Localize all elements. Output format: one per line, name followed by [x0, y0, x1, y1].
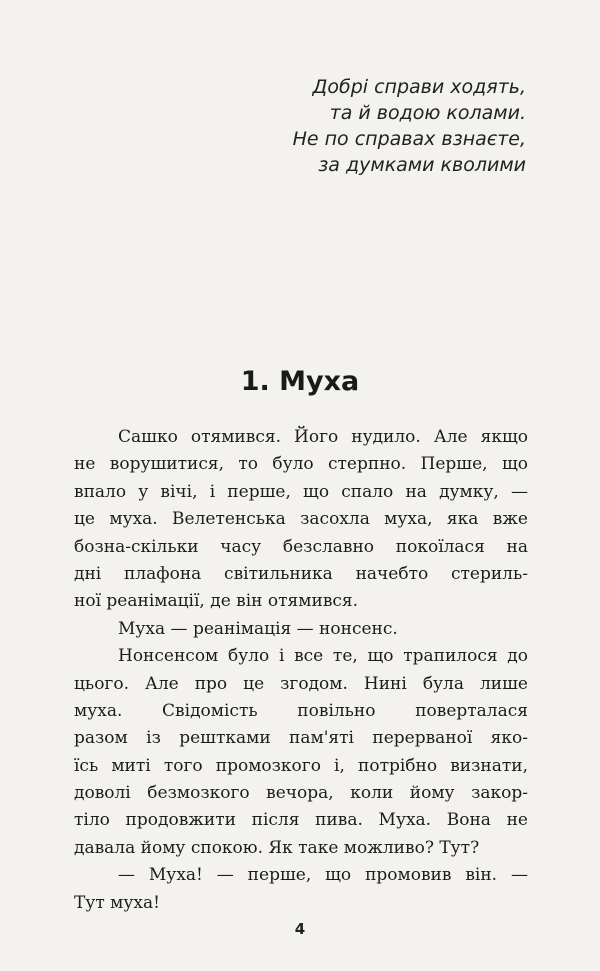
text-line: їсь миті того промозкого і, потрібно визнати,: [74, 755, 528, 776]
epigraph-line: Не по справах взнаєте,: [292, 128, 526, 150]
text-line: муха. Свідомість повільно поверталася: [74, 700, 528, 721]
chapter-title: 1. Муха: [240, 366, 360, 397]
text-line: Муха — реанімація — нонсенс.: [118, 618, 398, 639]
text-line: не ворушитися, то було стерпно. Перше, що: [74, 454, 528, 475]
text-line: — Муха! — перше, що промовив він. —: [118, 865, 528, 886]
text-line: Сашко отямився. Його нудило. Але якщо: [118, 427, 528, 447]
text-line: дні плафона світильника начебто стериль-: [74, 563, 528, 584]
text-line: бозна-скільки часу безславно покоїлася на: [74, 536, 528, 557]
text-line: доволі безмозкого вечора, коли йому закор-: [74, 783, 528, 804]
text-line: впало у вічі, і перше, що спало на думку, —: [74, 481, 528, 502]
text-line: ної реанімації, де він отямився.: [74, 591, 359, 612]
text-line: це муха. Велетенська засохла муха, яка вже: [74, 509, 528, 530]
text-line: цього. Але про це згодом. Нині була лише: [74, 673, 528, 694]
epigraph-line: Добрі справи ходять,: [312, 76, 526, 98]
body-text: [74, 424, 528, 917]
text-line: Тут муха!: [74, 892, 160, 913]
epigraph-line: за думками кволими: [318, 154, 526, 176]
epigraph-line: та й водою колами.: [329, 102, 526, 124]
page-number: 4: [294, 920, 306, 938]
text-line: тіло продовжити після пива. Муха. Вона не: [74, 810, 528, 831]
epigraph: [293, 74, 526, 178]
text-line: давала йому спокою. Як таке можливо? Тут?: [74, 837, 480, 858]
text-line: Нонсенсом було і все те, що трапилося до: [118, 646, 528, 667]
text-line: разом із рештками пам'яті перерваної яко-: [74, 728, 528, 749]
